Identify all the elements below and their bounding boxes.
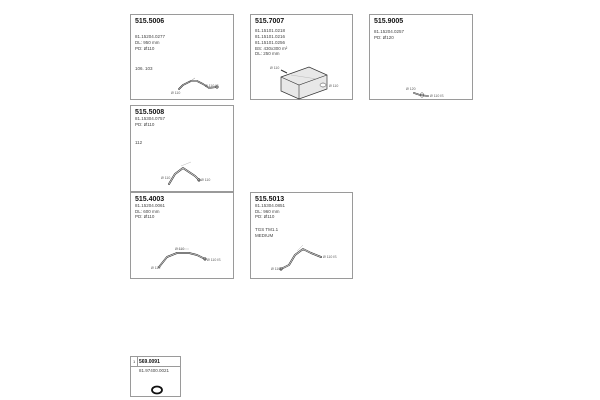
diameter-label: Ø 110 IS [205,84,219,88]
part-detail: DL: 960 mm [255,209,280,214]
part-card-515-5008[interactable] [130,105,234,192]
part-number: 569.0091 [139,359,160,365]
diameter-label: Ø 110 [175,247,185,251]
exhaust-pipe-icon [131,193,235,280]
part-card-515-7007[interactable] [250,14,353,100]
part-card-515-5006[interactable] [130,14,234,100]
diameter-label: Ø 120 [406,87,416,91]
part-detail: 81.15101.0216 [255,34,286,39]
part-detail: DL: 250 mm [255,51,280,56]
part-number: 515.5013 [255,196,285,203]
part-extra: MEDIUM [255,233,274,238]
part-extra: TGS TM1.1 [255,227,279,232]
part-detail: 81.15101.0218 [255,28,286,33]
part-card-515-4003[interactable] [130,192,234,279]
part-detail: 81.15204.0277 [135,34,166,39]
gasket-ring-icon [131,357,182,398]
part-detail: DL: 950 mm [135,40,160,45]
part-number: 515.7007 [255,18,285,25]
diameter-label: Ø 110 [270,66,280,70]
part-number: 515.5006 [135,18,165,25]
item-index: 1 [133,359,136,364]
part-detail: PD: Ø120 [374,35,394,40]
muffler-icon [251,15,354,101]
part-number: 515.5008 [135,109,165,116]
diameter-label: Ø 110 IS [207,258,221,262]
diameter-label: Ø 110 [201,178,211,182]
part-detail: 81.15304.0851 [255,203,286,208]
diameter-label: Ø 110 [329,84,339,88]
part-detail: PD: Ø110 [135,122,155,127]
part-extra: 112 [135,140,143,145]
exhaust-pipe-icon [251,193,354,280]
part-detail: 81.15304.0757 [135,116,166,121]
part-detail: 81.15204.0257 [374,29,405,34]
part-detail: PD: Ø110 [135,214,155,219]
diameter-label: Ø 110 [271,267,281,271]
part-detail: 81.97400.0021 [139,368,170,373]
exhaust-pipe-icon [370,15,474,101]
part-detail: DL: 600 mm [135,209,160,214]
part-card-569-0091[interactable] [130,356,181,397]
exhaust-pipe-icon [131,15,235,101]
diameter-label: Ø 110 IS [430,94,444,98]
part-detail: BS: 430x300 m² [255,46,288,51]
part-detail: 81.15101.0256 [255,40,286,45]
diameter-label: Ø 110 IS [323,255,337,259]
diameter-label: Ø 110 [161,176,171,180]
part-detail: PD: Ø110 [255,214,275,219]
diameter-label: Ø 110 [151,266,161,270]
part-extra: 106. 103 [135,66,153,71]
part-detail: PD: Ø110 [135,46,155,51]
exhaust-pipe-icon [131,106,235,193]
part-card-515-5013[interactable] [250,192,353,279]
diameter-label: Ø 110 [171,91,181,95]
part-number: 515.9005 [374,18,404,25]
part-detail: 81.15204.0061 [135,203,166,208]
part-number: 515.4003 [135,196,165,203]
part-card-515-9005[interactable] [369,14,473,100]
